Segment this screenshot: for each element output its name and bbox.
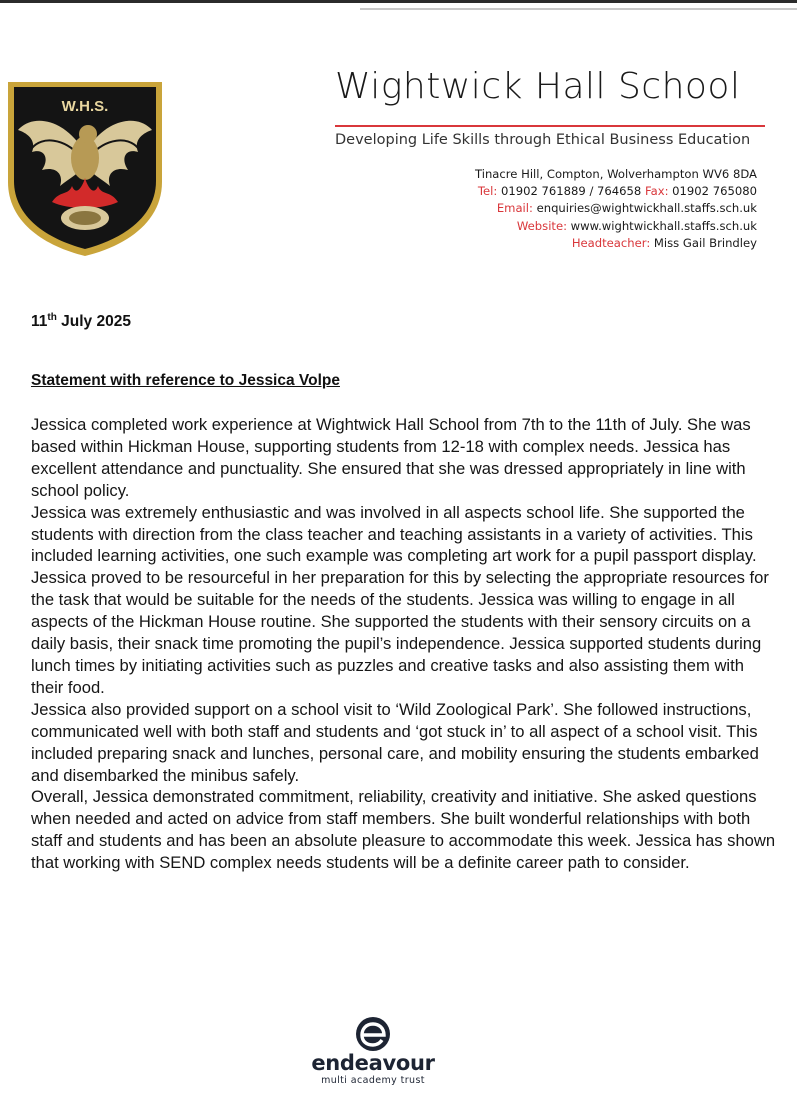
- website-label: Website:: [516, 218, 567, 233]
- top-border-faint: [360, 8, 797, 10]
- header-divider: [335, 125, 765, 127]
- top-border: [0, 0, 797, 3]
- endeavour-trust-logo: [308, 1016, 438, 1088]
- date-month-year: July 2025: [56, 313, 131, 331]
- crest-initials: W.H.S.: [61, 98, 109, 115]
- tel-label: Tel:: [477, 184, 498, 199]
- date-suffix: th: [47, 312, 57, 323]
- body-paragraph: Jessica completed work experience at Wightwick Hall School from 7th to the 11th of July. She was based within Hickman House, supporting students from 12-18 with complex needs. Jessica has excellent attendance and punctuality. She ensured that she was dressed appropriately in line with school policy.: [31, 415, 751, 500]
- contact-block: [475, 166, 757, 252]
- email-line: [475, 200, 757, 217]
- tel-value: 01902 761889 / 764658: [497, 184, 645, 199]
- school-tagline: Developing Life Skills through Ethical Business Education: [335, 132, 751, 148]
- website-line: [475, 218, 757, 235]
- letter-body: [31, 414, 776, 874]
- email-label: Email:: [496, 201, 533, 216]
- body-paragraph: Jessica was extremely enthusiastic and was involved in all aspects school life. She supported the students with direction from the class teacher and teaching assistants in a variety of activities. This included learning activities, one such example was completing art work for a pupil passport display. Jessica proved to be resourceful in her preparation for this by selecting the appropriate resources for the task that would be suitable for the needs of the students. Jessica was willing to engage in all aspects of the Hickman House routine. She supported the students with their sensory circuits on a daily basis, their snack time promoting the pupil’s independence. Jessica supported students during lunch times by initiating activities such as puzzles and creative tasks and also assisting them with their food.: [31, 502, 769, 697]
- headteacher-line: [475, 235, 757, 252]
- phone-line: [475, 183, 757, 200]
- endeavour-subtitle: multi academy trust: [321, 1075, 425, 1086]
- address-line: Tinacre Hill, Compton, Wolverhampton WV6 8DA: [475, 167, 757, 181]
- body-paragraph: Jessica also provided support on a school visit to ‘Wild Zoological Park’. She followed instructions, communicated well with both staff and students and ‘got stuck in’ to all aspect of a school visit. This included preparing snack and lunches, personal care, and mobility ensuring the students embarked and disembarked the minibus safely.: [31, 699, 759, 785]
- date-day: 11: [31, 313, 48, 331]
- headteacher-value: Miss Gail Brindley: [650, 235, 757, 250]
- website-value: www.wightwickhall.staffs.sch.uk: [567, 218, 757, 233]
- fax-value: 01902 765080: [668, 184, 757, 199]
- headteacher-label: Headteacher:: [571, 235, 651, 250]
- letter-subject: Statement with reference to Jessica Volpe: [31, 372, 340, 389]
- endeavour-wordmark: endeavour: [311, 1051, 435, 1075]
- endeavour-e-icon: [308, 1016, 438, 1052]
- school-crest-logo: [2, 78, 168, 258]
- email-value: enquiries@wightwickhall.staffs.sch.uk: [532, 201, 757, 216]
- school-name: Wightwick Hall School: [335, 66, 741, 107]
- fax-label: Fax:: [645, 184, 669, 199]
- letter-date: [31, 312, 131, 331]
- body-paragraph: Overall, Jessica demonstrated commitment, reliability, creativity and initiative. She asked questions when needed and acted on advice from staff members. She built wonderful relationships with both staff and students and has been an absolute pleasure to accommodate this week. Jessica has shown that working with SEND complex needs students will be a definite career path to consider.: [31, 787, 776, 873]
